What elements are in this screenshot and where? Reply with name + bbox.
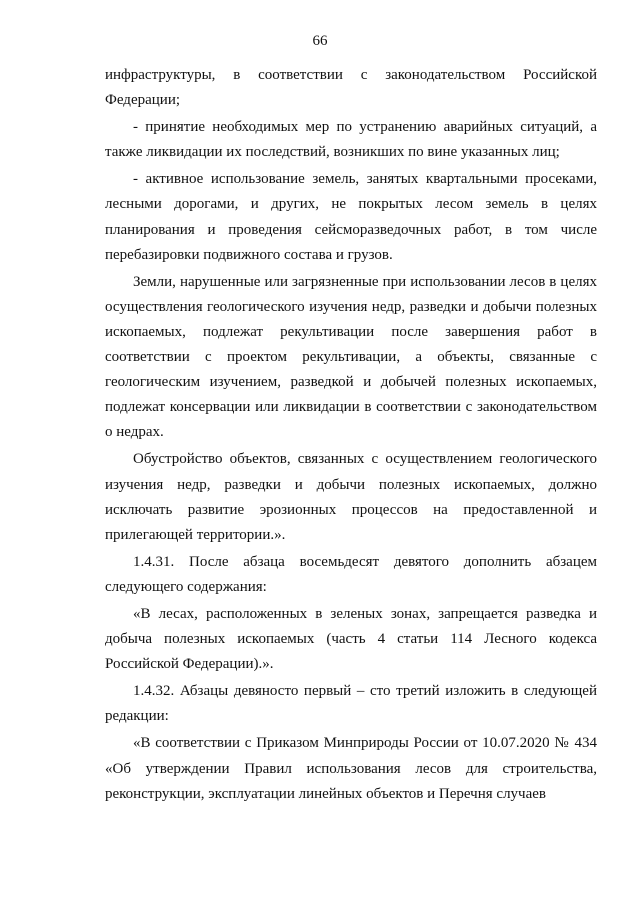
paragraph-order-434: «В соответствии с Приказом Минприроды России от 10.07.2020 № 434 «Об утверждении Правил использования лесов для строительства, реконструкции, эксплуатации линейных объектов и Перечня случаев xyxy=(105,735,597,802)
page-number: 66 xyxy=(312,33,328,49)
paragraph-emergency-measures: - принятие необходимых мер по устранению аварийных ситуаций, а также ликвидации их последствий, возникших по вине указанных лиц; xyxy=(105,119,597,161)
document-body xyxy=(105,63,597,807)
paragraph-land-recultivation: Земли, нарушенные или загрязненные при использовании лесов в целях осуществления геологического изучения недр, разведки и добычи полезных ископаемых, подлежат рекультивации после завершения работ в соответствии с проектом рекультивации, а объекты, связанные с геологическим изучением, разведкой и добычей полезных ископаемых, подлежат консервации или ликвидации в соответствии с законодательством о недрах. xyxy=(105,273,597,441)
paragraph-clause-1-4-32: 1.4.32. Абзацы девяносто первый – сто третий изложить в следующей редакции: xyxy=(105,683,597,725)
paragraph-green-zones: «В лесах, расположенных в зеленых зонах, запрещается разведка и добыча полезных ископаемых (часть 4 статьи 114 Лесного кодекса Российской Федерации).». xyxy=(105,605,597,673)
paragraph-clause-1-4-31: 1.4.31. После абзаца восемьдесят девятого дополнить абзацем следующего содержания: xyxy=(105,553,597,595)
paragraph-erosion-prevention: Обустройство объектов, связанных с осуществлением геологического изучения недр, разведки и добычи полезных ископаемых, должно исключать развитие эрозионных процессов на предоставленной и прилегающей территории.». xyxy=(105,451,597,543)
paragraph-infrastructure-continuation: инфраструктуры, в соответствии с законодательством Российской Федерации; xyxy=(105,67,597,109)
paragraph-land-use-seismic: - активное использование земель, занятых квартальными просеками, лесными дорогами, и других, не покрытых лесом земель в целях планирования и проведения сейсморазведочных работ, в том числе перебазировки подвижного состава и грузов. xyxy=(105,171,597,263)
